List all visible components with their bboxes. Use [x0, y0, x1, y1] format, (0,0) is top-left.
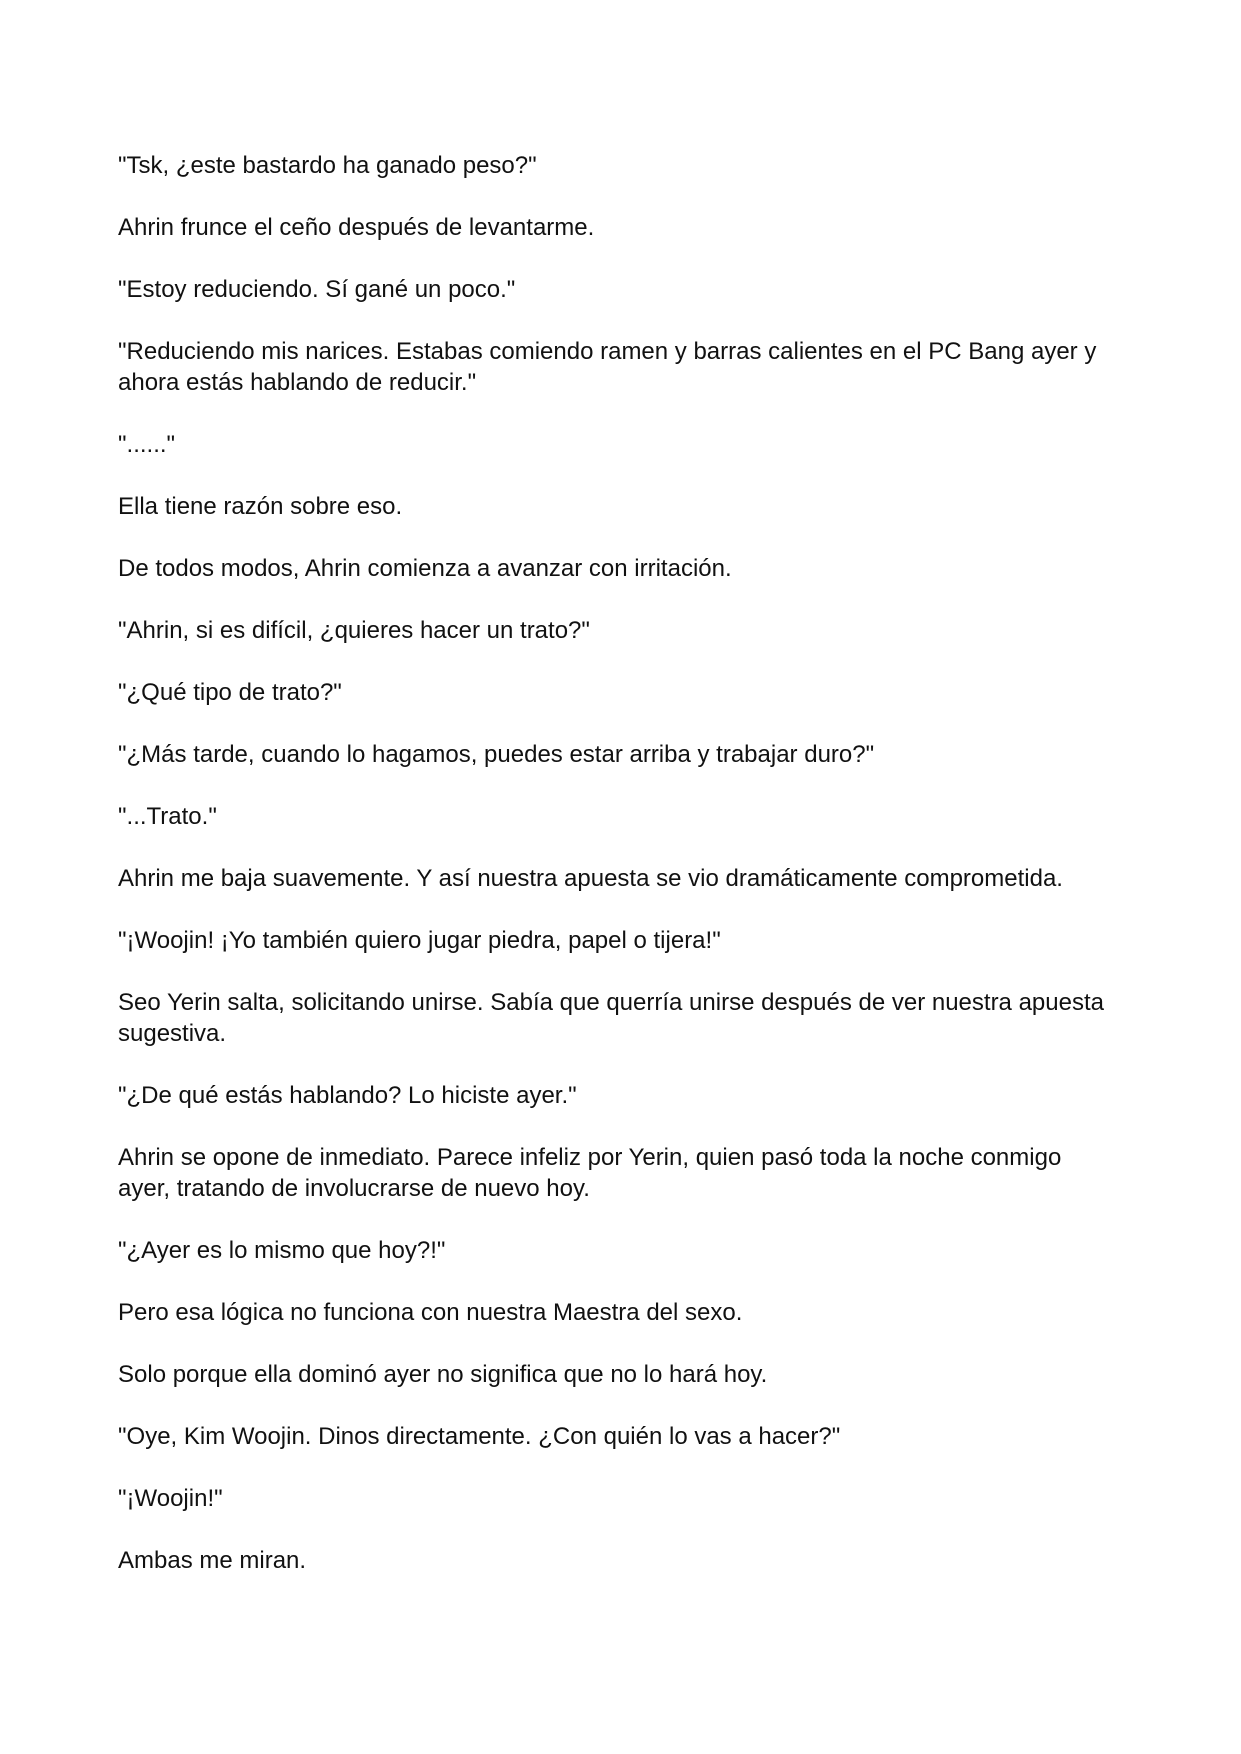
paragraph: Ahrin frunce el ceño después de levantarme.	[118, 214, 595, 241]
paragraph: "Estoy reduciendo. Sí gané un poco."	[118, 276, 516, 303]
paragraph: "Tsk, ¿este bastardo ha ganado peso?"	[118, 152, 537, 179]
paragraph: Pero esa lógica no funciona con nuestra Maestra del sexo.	[118, 1299, 743, 1326]
document-body	[118, 150, 1108, 1607]
paragraph: Solo porque ella dominó ayer no significa que no lo hará hoy.	[118, 1361, 768, 1388]
paragraph: "Reduciendo mis narices. Estabas comiendo ramen y barras calientes en el PC Bang ayer y ahora estás hablando de reducir."	[118, 338, 1097, 396]
paragraph: "¿Más tarde, cuando lo hagamos, puedes estar arriba y trabajar duro?"	[118, 741, 875, 768]
paragraph: "......"	[118, 431, 176, 458]
paragraph: "Ahrin, si es difícil, ¿quieres hacer un trato?"	[118, 617, 590, 644]
paragraph: "¿Qué tipo de trato?"	[118, 679, 342, 706]
paragraph: De todos modos, Ahrin comienza a avanzar con irritación.	[118, 555, 732, 582]
paragraph: Ahrin se opone de inmediato. Parece infeliz por Yerin, quien pasó toda la noche conmigo ayer, tratando de involucrarse de nuevo hoy.	[118, 1144, 1062, 1202]
paragraph: "¿De qué estás hablando? Lo hiciste ayer."	[118, 1082, 577, 1109]
paragraph: Ella tiene razón sobre eso.	[118, 493, 403, 520]
paragraph: Ambas me miran.	[118, 1547, 307, 1574]
paragraph: "...Trato."	[118, 803, 217, 830]
paragraph: Ahrin me baja suavemente. Y así nuestra apuesta se vio dramáticamente comprometida.	[118, 865, 1063, 892]
paragraph: "Oye, Kim Woojin. Dinos directamente. ¿Con quién lo vas a hacer?"	[118, 1423, 841, 1450]
paragraph: Seo Yerin salta, solicitando unirse. Sabía que querría unirse después de ver nuestra apuesta sugestiva.	[118, 989, 1104, 1047]
paragraph: "¡Woojin! ¡Yo también quiero jugar piedra, papel o tijera!"	[118, 927, 721, 954]
paragraph: "¡Woojin!"	[118, 1485, 223, 1512]
paragraph: "¿Ayer es lo mismo que hoy?!"	[118, 1237, 446, 1264]
